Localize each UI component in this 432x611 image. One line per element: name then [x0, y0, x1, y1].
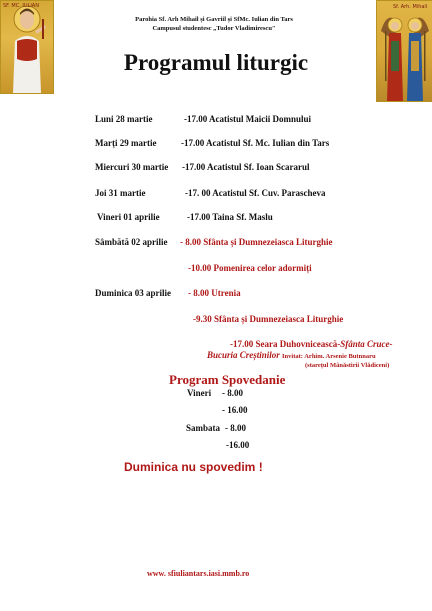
schedule-day: Vineri 01 aprilie	[97, 212, 160, 222]
schedule-event: -9.30 Sfânta și Dumnezeiasca Liturghie	[193, 314, 344, 324]
schedule-day: Luni 28 martie	[95, 114, 153, 124]
schedule-day: Marți 29 martie	[95, 138, 157, 148]
evening-invite-note: (starețul Mânăstirii Vlădiceni)	[305, 362, 390, 369]
parish-name: Parohia Sf. Arh Mihail și Gavriil și SfMc. Iulian din Tars	[135, 16, 293, 23]
confession-day-label: Sambata	[186, 423, 221, 433]
confession-time: - 16.00	[222, 405, 248, 415]
schedule-event: -17.00 Taina Sf. Maslu	[187, 212, 273, 222]
right-icon-label: Sf. Arh. Mihail	[393, 4, 428, 10]
schedule-event: -17.00 Acatistul Sf. Ioan Scararul	[182, 162, 310, 172]
left-icon-label: SF. MC. IULIAN	[3, 3, 39, 9]
confession-day-label: Vineri	[187, 388, 212, 398]
evening-event-italic: Sfânta Cruce-	[340, 339, 393, 349]
saint-julian-icon	[0, 0, 54, 94]
page-title: Programul liturgic	[123, 50, 309, 75]
schedule-event: -17.00 Acatistul Sf. Mc. Iulian din Tars	[181, 138, 330, 148]
schedule-event: -17. 00 Acatistul Sf. Cuv. Parascheva	[185, 188, 326, 198]
confession-time: -16.00	[226, 440, 250, 450]
website-link[interactable]: www. sfiuliantars.iasi.mmb.ro	[147, 569, 250, 578]
confession-time: - 8.00	[225, 423, 246, 433]
schedule-day: Duminica 03 aprilie	[95, 288, 171, 298]
evening-event-subtitle: Bucuria Creștinilor	[207, 350, 280, 360]
schedule-event: -10.00 Pomenirea celor adormiți	[188, 263, 312, 273]
campus-name: Campusul studentesc „Tudor Vladimirescu"	[152, 25, 276, 32]
schedule-event: - 8.00 Sfânta și Dumnezeiasca Liturghie	[180, 237, 333, 247]
evening-event-line2	[207, 350, 376, 360]
schedule-day: Sâmbătă 02 aprilie	[95, 237, 168, 247]
confession-title: Program Spovedanie	[169, 372, 286, 387]
schedule-event: -17.00 Acatistul Maicii Domnului	[184, 114, 312, 124]
schedule-event: - 8.00 Utrenia	[188, 288, 241, 298]
evening-event-title	[230, 339, 393, 349]
schedule-day: Miercuri 30 martie	[95, 162, 169, 172]
confession-time: - 8.00	[222, 388, 243, 398]
sunday-no-confession-note: Duminica nu spovedim !	[124, 460, 263, 474]
evening-event-plain: -17.00 Seara Duhovnicească-	[230, 339, 341, 349]
schedule-day: Joi 31 martie	[95, 188, 146, 198]
evening-invite: Invitat: Arhim. Arsenie Butnnaru	[282, 353, 376, 360]
